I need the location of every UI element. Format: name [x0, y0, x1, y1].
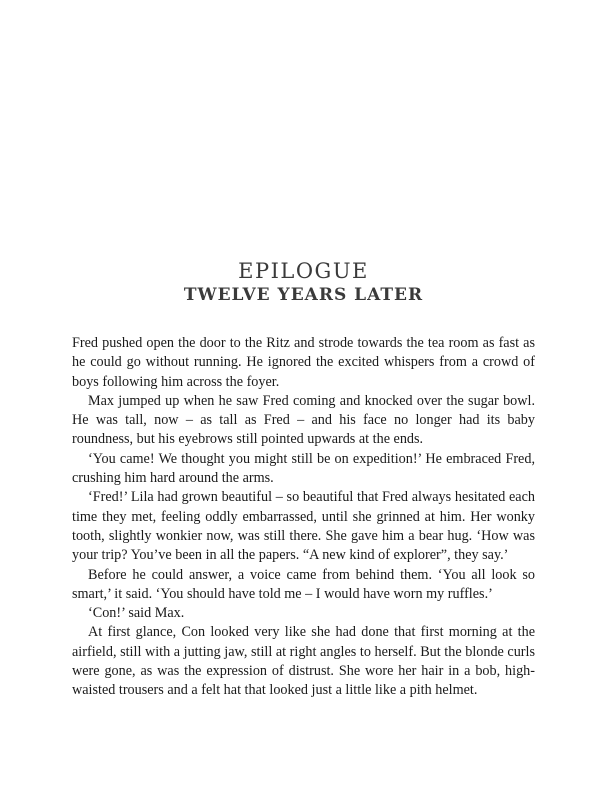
paragraph: At first glance, Con looked very like she had done that first morning at the airfield, still with a jutting jaw, still at right angles to herself. But the blonde curls were gone, as was the expression of distrust. She wore her hair in a bob, high-waisted trousers and a felt hat that looked just a little like a pith helmet. [72, 624, 535, 699]
chapter-subtitle: TWELVE YEARS LATER [183, 285, 424, 305]
paragraph: Fred pushed open the door to the Ritz and strode towards the tea room as fast as he could go without running. He ignored the excited whispers from a crowd of boys following him across the foyer. [72, 335, 535, 390]
paragraph: ‘You came! We thought you might still be on expedition!’ He embraced Fred, crushing him hard around the arms. [72, 450, 535, 487]
paragraph: ‘Con!’ said Max. [88, 605, 185, 622]
paragraph: ‘Fred!’ Lila had grown beautiful – so beautiful that Fred always hesitated each time they met, feeling oddly embarrassed, until she grinned at him. Her wonky tooth, slightly wonkier now, was still there. She gave him a bear hug. ‘How was your trip? You’ve been in all the papers. “A new kind of explorer”, they say.’ [72, 489, 535, 564]
chapter-heading [0, 258, 607, 306]
body-text [72, 334, 535, 701]
chapter-title: EPILOGUE [238, 259, 369, 283]
paragraph: Max jumped up when he saw Fred coming and knocked over the sugar bowl. He was tall, now – as tall as Fred – and his face no longer had its baby roundness, but his eyebrows still pointed upwards at the ends. [72, 392, 535, 448]
paragraph: Before he could answer, a voice came from behind them. ‘You all look so smart,’ it said. ‘You should have told me – I would have worn my ruffles.’ [72, 566, 535, 602]
